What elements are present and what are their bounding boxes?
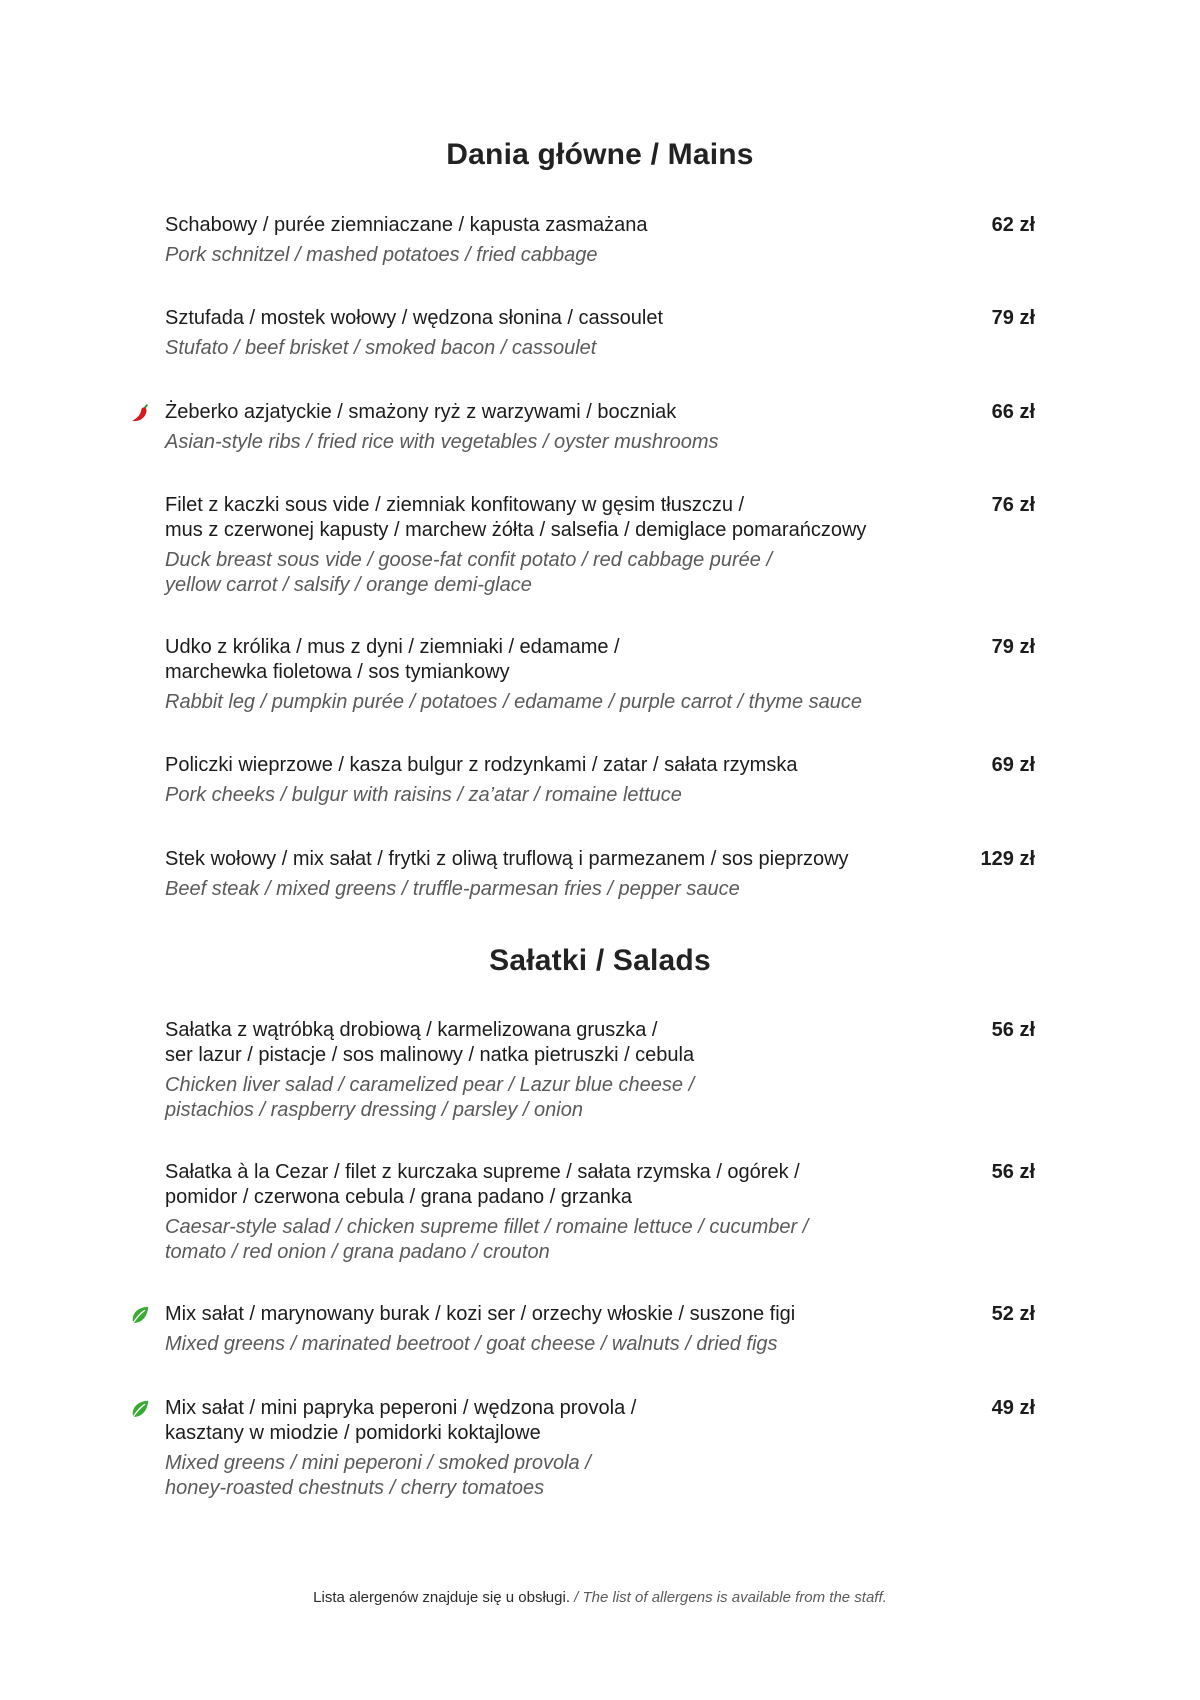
item-name-en-line: Pork cheeks / bulgur with raisins / za’atar / romaine lettuce [165,784,682,806]
item-name-en-line: Duck breast sous vide / goose-fat confit potato / red cabbage purée / [165,549,773,571]
item-price: 79 zł [991,636,1035,658]
menu-item [165,400,1045,455]
item-price: 62 zł [991,214,1035,236]
item-price: 79 zł [991,307,1035,329]
item-name-en [165,336,925,361]
item-name-pl-line: Mix sałat / mini papryka peperoni / wędzona provola / [165,1397,637,1419]
section-title-mains: Dania główne / Mains [446,138,754,171]
item-name-pl-line: mus z czerwonej kapusty / marchew żółta / salsefia / demiglace pomarańczowy [165,519,867,541]
item-name-en-line: Stufato / beef brisket / smoked bacon / cassoulet [165,337,597,359]
item-name-en-line: yellow carrot / salsify / orange demi-glace [165,574,532,596]
item-name-pl-line: Sztufada / mostek wołowy / wędzona słonina / cassoulet [165,307,664,329]
item-name-pl [165,753,925,778]
item-name-pl [165,400,925,425]
item-name-en-line: Rabbit leg / pumpkin purée / potatoes / edamame / purple carrot / thyme sauce [165,691,863,713]
item-name-pl [165,635,925,685]
menu-item [165,847,1045,902]
item-name-en [165,430,925,455]
item-name-pl-line: pomidor / czerwona cebula / grana padano / grzanka [165,1186,632,1208]
item-price: 52 zł [991,1303,1035,1325]
item-name-pl [165,847,925,872]
item-name-pl-line: ser lazur / pistacje / sos malinowy / natka pietruszki / cebula [165,1044,695,1066]
menu-item [165,1018,1045,1123]
item-name-pl [165,493,925,543]
menu-item [165,1160,1045,1265]
item-name-pl-line: Żeberko azjatyckie / smażony ryż z warzywami / boczniak [165,401,677,423]
item-price: 49 zł [991,1397,1035,1419]
item-price: 69 zł [991,754,1035,776]
item-price: 76 zł [991,494,1035,516]
item-name-pl [165,1396,925,1446]
item-name-en [165,1332,925,1357]
section-title-salads: Sałatki / Salads [489,944,711,977]
item-name-en [165,1073,925,1123]
item-name-en [165,1451,925,1501]
allergen-note [0,1589,1200,1606]
item-name-pl-line: Udko z królika / mus z dyni / ziemniaki / edamame / [165,636,620,658]
item-name-en [165,877,925,902]
leaf-icon [129,1304,151,1326]
item-name-pl-line: Policzki wieprzowe / kasza bulgur z rodzynkami / zatar / sałata rzymska [165,754,798,776]
item-name-pl [165,1160,925,1210]
item-name-en-line: Pork schnitzel / mashed potatoes / fried cabbage [165,244,598,266]
menu-item [165,493,1045,598]
item-name-en-line: Mixed greens / mini peperoni / smoked provola / [165,1452,591,1474]
leaf-icon [129,1398,151,1420]
item-name-en-line: Beef steak / mixed greens / truffle-parmesan fries / pepper sauce [165,878,740,900]
menu-item [165,306,1045,361]
allergen-note-pl: Lista alergenów znajduje się u obsługi. [313,1589,570,1606]
item-price: 66 zł [991,401,1035,423]
item-name-pl-line: Sałatka z wątróbką drobiową / karmelizowana gruszka / [165,1019,658,1041]
item-name-pl-line: Schabowy / purée ziemniaczane / kapusta zasmażana [165,214,648,236]
item-name-en-line: pistachios / raspberry dressing / parsley / onion [165,1099,583,1121]
menu-item [165,635,1045,715]
item-price: 129 zł [980,848,1035,870]
chili-icon [129,402,151,424]
item-price: 56 zł [991,1019,1035,1041]
menu-item [165,753,1045,808]
item-name-en-line: Mixed greens / marinated beetroot / goat cheese / walnuts / dried figs [165,1333,778,1355]
menu-item [165,213,1045,268]
item-name-pl-line: Filet z kaczki sous vide / ziemniak konfitowany w gęsim tłuszczu / [165,494,745,516]
item-name-pl [165,1018,925,1068]
menu-item [165,1396,1045,1501]
item-name-pl-line: kasztany w miodzie / pomidorki koktajlowe [165,1422,541,1444]
item-name-pl [165,306,925,331]
item-name-en [165,548,925,598]
item-name-en [165,783,925,808]
item-name-pl-line: Sałatka à la Cezar / filet z kurczaka supreme / sałata rzymska / ogórek / [165,1161,800,1183]
item-name-en-line: Caesar-style salad / chicken supreme fillet / romaine lettuce / cucumber / [165,1216,809,1238]
item-name-pl-line: Mix sałat / marynowany burak / kozi ser / orzechy włoskie / suszone figi [165,1303,796,1325]
item-name-pl-line: marchewka fioletowa / sos tymiankowy [165,661,510,683]
item-price: 56 zł [991,1161,1035,1183]
item-name-en [165,690,925,715]
menu-item [165,1302,1045,1357]
item-name-pl [165,213,925,238]
item-name-pl [165,1302,925,1327]
item-name-en-line: tomato / red onion / grana padano / crouton [165,1241,550,1263]
item-name-en-line: honey-roasted chestnuts / cherry tomatoes [165,1477,545,1499]
allergen-note-en: / The list of allergens is available from the staff. [574,1589,887,1606]
item-name-en [165,243,925,268]
item-name-en-line: Asian-style ribs / fried rice with vegetables / oyster mushrooms [165,431,719,453]
item-name-pl-line: Stek wołowy / mix sałat / frytki z oliwą truflową i parmezanem / sos pieprzowy [165,848,849,870]
item-name-en [165,1215,925,1265]
item-name-en-line: Chicken liver salad / caramelized pear / Lazur blue cheese / [165,1074,695,1096]
